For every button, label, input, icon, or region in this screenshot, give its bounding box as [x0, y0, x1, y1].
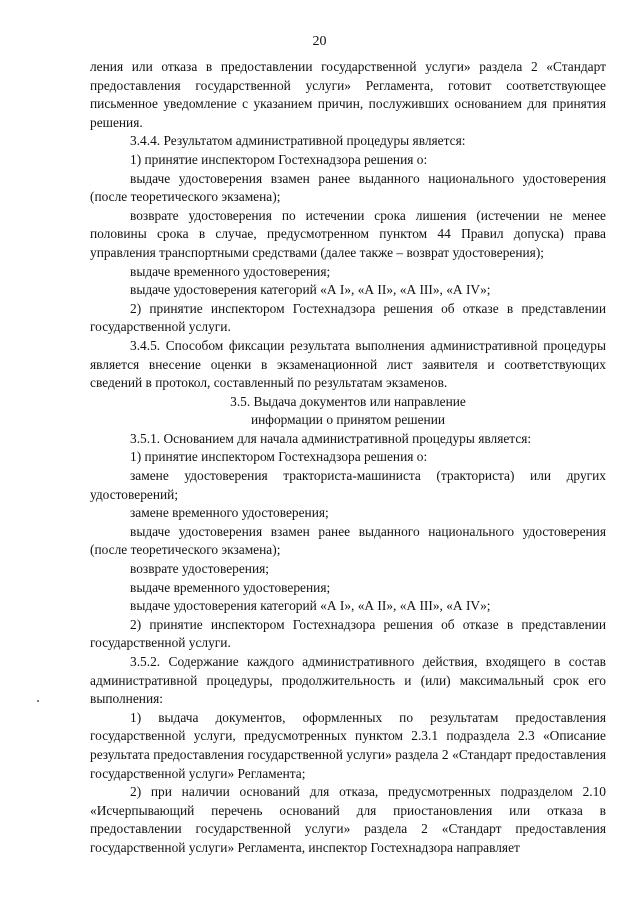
paragraph: 1) выдача документов, оформленных по результатам предоставления государственной услуги, предусмотренных пунктом 2.3.1 подраздела 2.3 «Описание результата предоставления государственной услуги» раздела 2 «Стандарт предоставления государственной услуги» Регламента; — [90, 709, 606, 781]
paragraph: возврате удостоверения; — [130, 561, 270, 577]
paragraph: 1) принятие инспектором Гостехнадзора решения о: — [130, 449, 428, 465]
paragraph: выдаче временного удостоверения; — [130, 263, 331, 279]
paragraph: возврате удостоверения по истечении срока лишения (истечении не менее половины срока в случае, предусмотренном пунктом 44 Правил допуска) права управления транспортными средствами (далее также – возврат удостоверения); — [90, 207, 606, 260]
paragraph: 3.4.4. Результатом административной процедуры является: — [130, 133, 466, 149]
paragraph: выдаче временного удостоверения; — [130, 579, 331, 595]
paragraph: 2) принятие инспектором Гостехнадзора решения об отказе в представлении государственной услуги. — [90, 300, 606, 335]
paragraph: выдаче удостоверения категорий «А I», «А II», «А III», «А IV»; — [130, 598, 491, 614]
paragraph: 1) принятие инспектором Гостехнадзора решения о: — [130, 151, 428, 167]
paragraph: 3.5.2. Содержание каждого административного действия, входящего в состав административной процедуры, продолжительность и (или) максимальный срок его выполнения: — [90, 654, 606, 707]
paragraph: 3.5.1. Основанием для начала административной процедуры является: — [130, 430, 532, 446]
paragraph: замене временного удостоверения; — [130, 505, 329, 521]
paragraph: 3.4.5. Способом фиксации результата выполнения административной процедуры является внесение оценки в экзаменационной лист заявителя и соответствующих сведений в протокол, составленный по результатам экзаменов. — [90, 337, 606, 391]
document-body — [90, 58, 606, 858]
paragraph: выдаче удостоверения категорий «А I», «А II», «А III», «А IV»; — [130, 282, 491, 298]
page-number: 20 — [312, 34, 327, 49]
paragraph: выдаче удостоверения взамен ранее выданного национального удостоверения (после теоретического экзамена); — [90, 170, 606, 205]
paragraph: ления или отказа в предоставлении государственной услуги» раздела 2 «Стандарт предоставления государственной услуги» Регламента, готовит соответствующее письменное уведомление с указанием причин, послуживших основанием для принятия решения. — [90, 59, 606, 130]
section-heading-line: информации о принятом решении — [250, 412, 446, 428]
paragraph: выдаче удостоверения взамен ранее выданного национального удостоверения (после теоретического экзамена); — [90, 523, 606, 558]
paragraph: 2) при наличии оснований для отказа, предусмотренных подразделом 2.10 «Исчерпывающий перечень оснований для приостановления или отказа в предоставлении государственной услуги» раздела 2 «Стандарт предоставления государственной услуги» Регламента, инспектор Гостехнадзора направляет — [90, 784, 606, 855]
section-heading — [90, 393, 606, 430]
scan-speck — [37, 700, 39, 702]
paragraph: замене удостоверения тракториста-машиниста (тракториста) или других удостоверений; — [90, 468, 606, 502]
paragraph: 2) принятие инспектором Гостехнадзора решения об отказе в представлении государственной услуги. — [90, 616, 606, 651]
section-heading-line: 3.5. Выдача документов или направление — [230, 393, 466, 409]
